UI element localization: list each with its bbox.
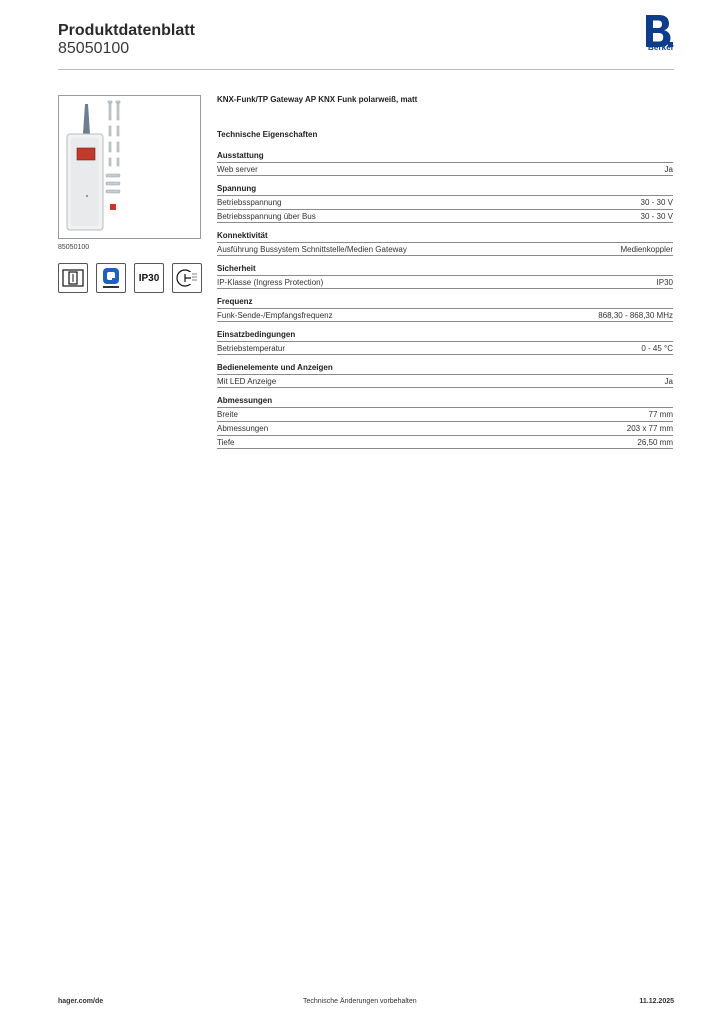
spec-label: Abmessungen [217, 424, 269, 433]
gateway-device-illustration [59, 96, 200, 238]
spec-group-title: Einsatzbedingungen [217, 330, 296, 339]
spec-value: 868,30 - 868,30 MHz [598, 311, 673, 320]
spec-label: Funk-Sende-/Empfangsfrequenz [217, 311, 333, 320]
spec-row [217, 341, 673, 355]
spec-row [217, 407, 673, 421]
spec-group [217, 396, 673, 449]
spec-label: Mit LED Anzeige [217, 377, 277, 386]
spec-value: Ja [664, 377, 673, 386]
section-title: Technische Eigenschaften [217, 130, 318, 139]
spec-group-title: Frequenz [217, 297, 253, 306]
spec-value: 203 x 77 mm [626, 424, 673, 433]
spec-label: Tiefe [217, 438, 235, 447]
spec-value: Medienkoppler [620, 245, 673, 254]
quicklink-icon [96, 263, 126, 293]
technical-specifications [217, 95, 673, 457]
spec-group [217, 297, 673, 322]
spec-row [217, 195, 673, 209]
spec-row [217, 162, 673, 176]
wireless-radio-icon [172, 263, 202, 293]
product-name: KNX-Funk/TP Gateway AP KNX Funk polarweiß, matt [217, 95, 418, 104]
surface-mount-icon [58, 263, 88, 293]
berker-logo-text: Berker [648, 43, 674, 52]
spec-group-title: Abmessungen [217, 396, 273, 405]
spec-label: Betriebstemperatur [217, 344, 286, 353]
spec-group-title: Bedienelemente und Anzeigen [217, 363, 333, 372]
spec-value: 26,50 mm [637, 438, 673, 447]
document-header [58, 20, 674, 70]
spec-value: 30 - 30 V [640, 212, 673, 221]
spec-row [217, 242, 673, 256]
spec-group [217, 363, 673, 388]
feature-icons [58, 263, 203, 295]
spec-value: Ja [664, 165, 673, 174]
spec-row [217, 374, 673, 388]
spec-label: Ausführung Bussystem Schnittstelle/Medien Gateway [217, 245, 407, 254]
product-image [58, 95, 201, 239]
spec-group-title: Sicherheit [217, 264, 256, 273]
spec-row [217, 435, 673, 449]
spec-row [217, 275, 673, 289]
spec-group-title: Konnektivität [217, 231, 268, 240]
spec-label: IP-Klasse (Ingress Protection) [217, 278, 324, 287]
spec-group [217, 231, 673, 256]
spec-row [217, 209, 673, 223]
product-image-caption: 85050100 [58, 244, 90, 251]
spec-group [217, 184, 673, 223]
spec-group-title: Spannung [217, 184, 257, 193]
spec-value: IP30 [656, 278, 673, 287]
spec-label: Betriebsspannung über Bus [217, 212, 316, 221]
document-title: Produktdatenblatt [58, 22, 195, 39]
spec-group [217, 330, 673, 355]
spec-label: Web server [217, 165, 258, 174]
spec-value: 30 - 30 V [640, 198, 673, 207]
spec-label: Breite [217, 410, 238, 419]
footer-date: 11.12.2025 [639, 998, 674, 1005]
ip30-icon-label: IP30 [138, 273, 160, 284]
footer-notice: Technische Änderungen vorbehalten [303, 998, 417, 1005]
ip30-icon [134, 263, 164, 293]
spec-row [217, 421, 673, 435]
spec-value: 0 - 45 °C [641, 344, 673, 353]
spec-group [217, 264, 673, 289]
spec-group-title: Ausstattung [217, 151, 264, 160]
document-number: 85050100 [58, 40, 130, 57]
spec-label: Betriebsspannung [217, 198, 282, 207]
spec-value: 77 mm [648, 410, 673, 419]
document-footer [58, 998, 674, 1012]
footer-website: hager.com/de [58, 998, 104, 1005]
spec-row [217, 308, 673, 322]
spec-group [217, 151, 673, 176]
